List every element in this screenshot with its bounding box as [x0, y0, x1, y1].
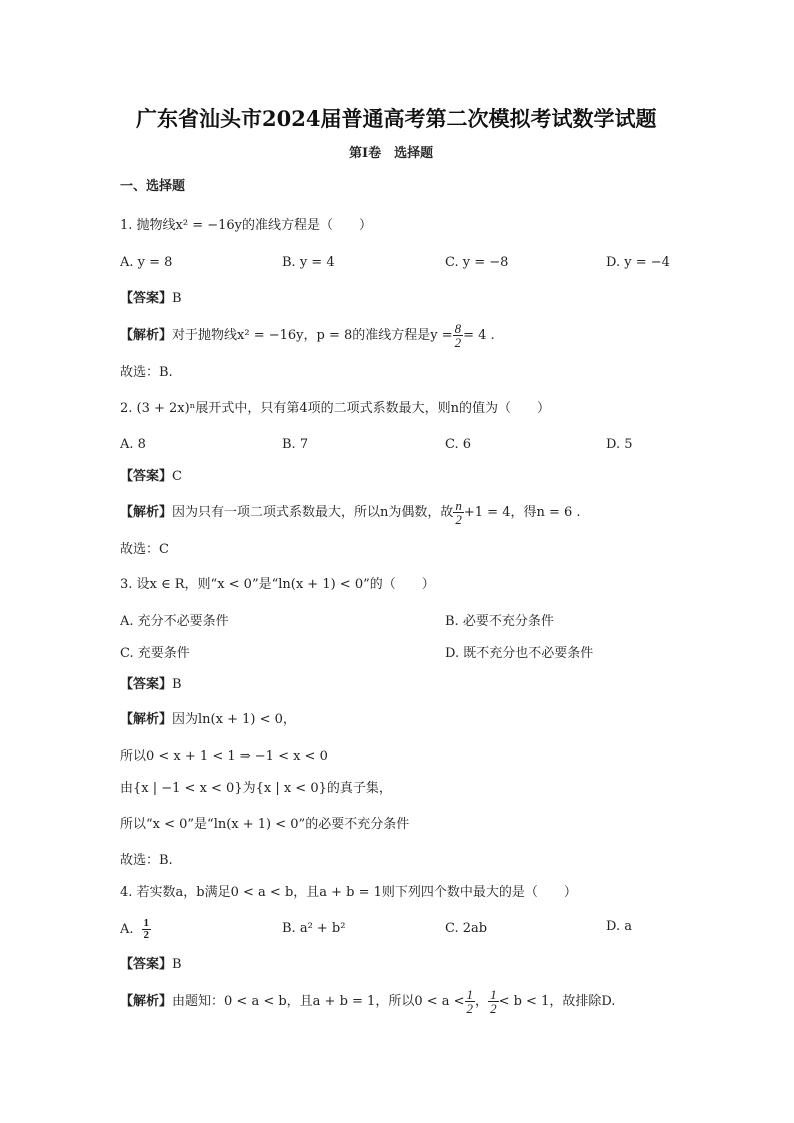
question-1-stem: 1. 抛物线x² = −16y的准线方程是（ ） — [120, 218, 373, 233]
numerator: 1 — [490, 986, 497, 1002]
q2-analysis-text: 因为只有一项二项式系数最大，所以n为偶数，故 — [172, 504, 454, 520]
q3-answer — [120, 678, 182, 691]
q3-line-3: 由{x | −1 < x < 0}为{x | x < 0}的真子集， — [120, 781, 392, 796]
analysis-tag: 【解析】 — [120, 712, 173, 727]
q3-analysis — [120, 713, 296, 726]
q1-option-c: C. y = −8 — [445, 255, 509, 270]
q1-fraction — [453, 322, 464, 349]
q2-option-d: D. 5 — [606, 437, 633, 452]
q3-option-b: B. 必要不充分条件 — [445, 614, 554, 629]
q4-analysis-tail: < b < 1，故排除D. — [498, 993, 616, 1009]
q3-answer-value: B — [172, 677, 182, 692]
q1-analysis-tail: = 4 . — [463, 327, 495, 343]
analysis-tag: 【解析】 — [120, 327, 173, 343]
question-2-stem: 2. (3 + 2x)ⁿ展开式中，只有第4项的二项式系数最大，则n的值为（ ） — [120, 401, 550, 416]
q4-analysis-text: 由题知：0 < a < b，且a + b = 1，所以0 < a < — [172, 993, 465, 1009]
q1-option-b: B. y = 4 — [282, 255, 335, 270]
numerator: n — [455, 497, 462, 513]
part-title: 第Ⅰ卷 选择题 — [349, 146, 434, 161]
q4-option-c: C. 2ab — [445, 921, 488, 936]
denominator: 2 — [490, 1000, 497, 1016]
q2-option-c: C. 6 — [445, 437, 472, 452]
q3-conclusion: 故选：B. — [120, 853, 173, 868]
q1-analysis — [120, 320, 495, 350]
q2-conclusion: 故选：C — [120, 542, 169, 557]
q3-option-a: A. 充分不必要条件 — [120, 614, 229, 629]
q4-answer-value: B — [172, 957, 182, 972]
q2-analysis-tail: +1 = 4，得n = 6 . — [463, 504, 581, 520]
q2-option-a: A. 8 — [120, 437, 146, 452]
q4-option-b: B. a² + b² — [282, 921, 346, 936]
question-4-stem: 4. 若实数a，b满足0 < a < b，且a + b = 1则下列四个数中最大的是（ ） — [120, 885, 577, 900]
q1-answer-value: B — [172, 291, 182, 306]
q1-answer — [120, 292, 182, 305]
numerator: 1 — [143, 916, 150, 929]
q1-analysis-text: 对于抛物线x² = −16y，p = 8的准线方程是y = — [172, 327, 453, 343]
q4-option-a-label: A. — [120, 921, 134, 937]
q3-option-d: D. 既不充分也不必要条件 — [445, 646, 594, 661]
q4-fraction-2 — [488, 988, 499, 1015]
denominator: 2 — [466, 1000, 474, 1016]
q1-option-a: A. y = 8 — [120, 255, 173, 270]
q4-analysis-sep: ， — [475, 993, 489, 1009]
answer-tag: 【答案】 — [120, 677, 173, 692]
q4-fraction-1 — [465, 988, 476, 1015]
q4-answer — [120, 958, 182, 971]
answer-tag: 【答案】 — [120, 469, 173, 484]
q1-option-d: D. y = −4 — [606, 255, 670, 270]
q2-analysis — [120, 497, 581, 527]
q4-option-d: D. a — [606, 919, 632, 934]
denominator: 2 — [143, 928, 150, 941]
q3-analysis-text: 因为ln(x + 1) < 0， — [172, 712, 296, 727]
numerator: 1 — [466, 986, 474, 1002]
q2-fraction — [453, 499, 464, 526]
q1-conclusion: 故选：B. — [120, 365, 173, 380]
analysis-tag: 【解析】 — [120, 504, 173, 520]
q4-analysis — [120, 985, 615, 1017]
answer-tag: 【答案】 — [120, 291, 173, 306]
q3-line-4: 所以“x < 0”是“ln(x + 1) < 0”的必要不充分条件 — [120, 817, 410, 832]
numerator: 8 — [454, 320, 462, 336]
q4-option-a-fraction — [142, 918, 152, 941]
q2-answer — [120, 470, 182, 483]
q3-line-2: 所以0 < x + 1 < 1 ⇒ −1 < x < 0 — [120, 749, 328, 764]
page-title: 广东省汕头市2024届普通高考第二次模拟考试数学试题 — [136, 106, 657, 131]
q3-option-c: C. 充要条件 — [120, 646, 190, 661]
question-3-stem: 3. 设x ∈ R，则“x < 0”是“ln(x + 1) < 0”的（ ） — [120, 577, 435, 592]
denominator: 2 — [454, 334, 462, 350]
q2-answer-value: C — [172, 469, 182, 484]
q2-option-b: B. 7 — [282, 437, 309, 452]
section-heading: 一、选择题 — [120, 179, 186, 194]
analysis-tag: 【解析】 — [120, 993, 173, 1009]
answer-tag: 【答案】 — [120, 957, 173, 972]
q4-option-a — [120, 915, 151, 943]
denominator: 2 — [455, 511, 462, 527]
